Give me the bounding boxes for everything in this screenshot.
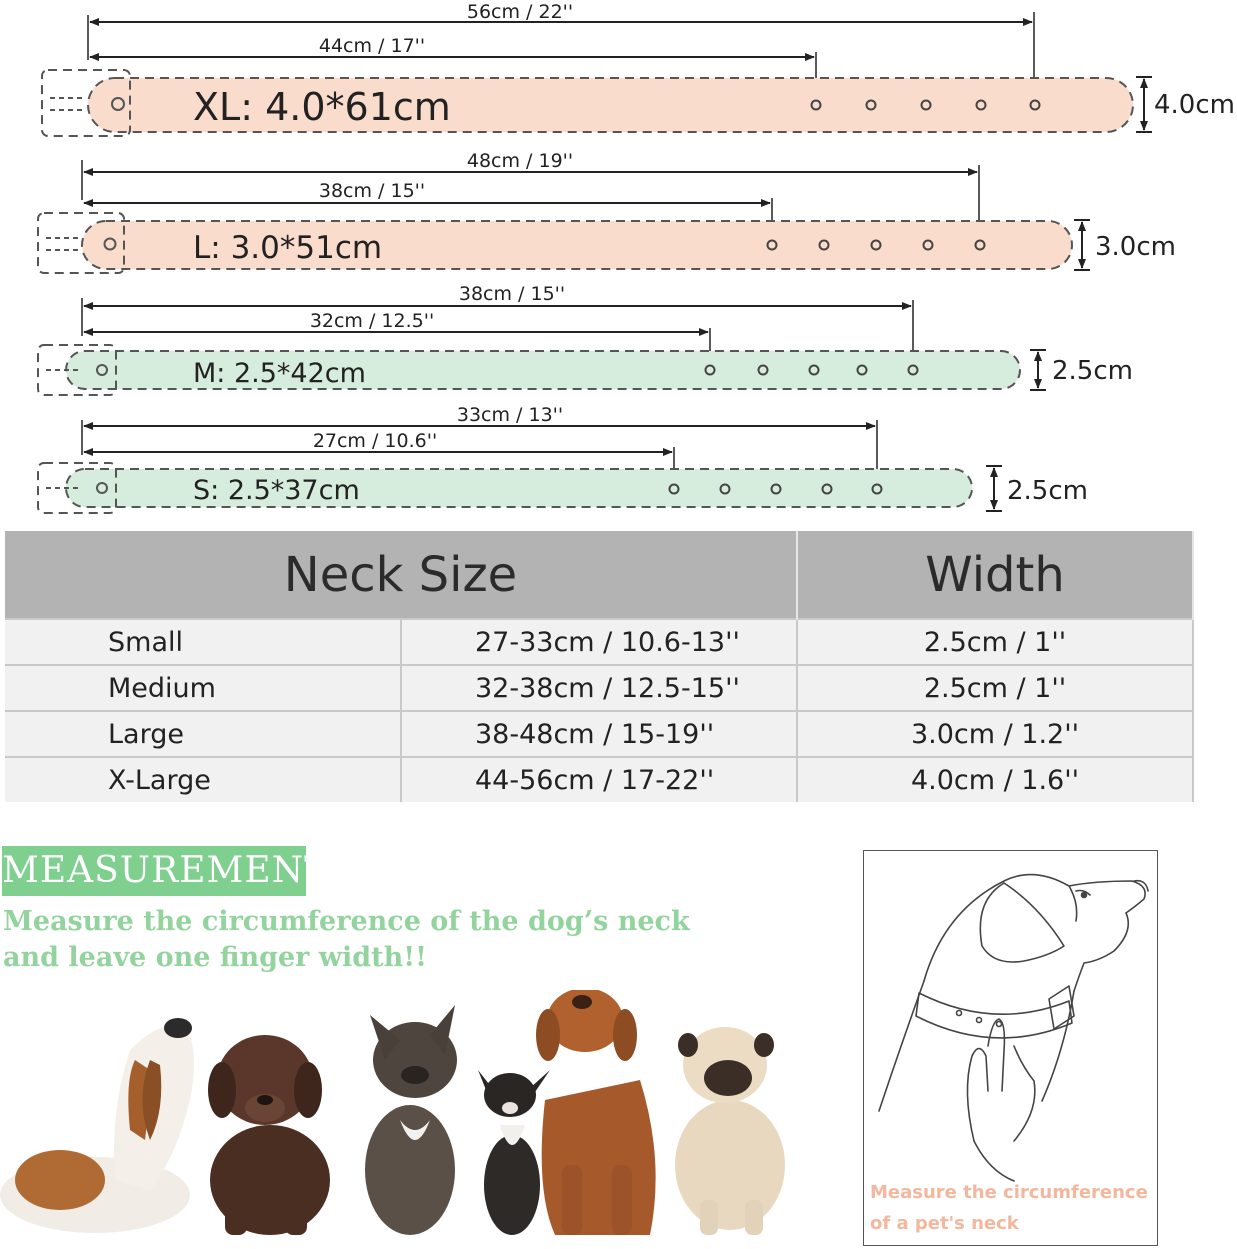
size-name: Small	[5, 619, 401, 665]
neck-caption-line2: of a pet's neck	[870, 1213, 1019, 1234]
width-value: 2.5cm / 1''	[797, 665, 1193, 711]
outer-length-label: 33cm / 13''	[456, 404, 564, 426]
inner-length-label: 38cm / 15''	[318, 180, 426, 202]
neck-range: 32-38cm / 12.5-15''	[401, 665, 797, 711]
inner-length-label: 32cm / 12.5''	[309, 310, 435, 332]
table-row	[5, 757, 1193, 802]
chihuahua-image	[478, 1070, 550, 1235]
collar-size-label: L: 3.0*51cm	[193, 230, 383, 266]
ridgeback-dog-image	[536, 990, 656, 1235]
table-row	[5, 665, 1193, 711]
collar-xl	[42, 1, 1235, 136]
width-label: 3.0cm	[1095, 232, 1176, 262]
table-row	[5, 619, 1193, 665]
basset-hound-image	[0, 1018, 194, 1233]
width-value: 3.0cm / 1.2''	[797, 711, 1193, 757]
neck-range: 44-56cm / 17-22''	[401, 757, 797, 802]
collar-size-label: S: 2.5*37cm	[193, 475, 360, 506]
size-table	[5, 531, 1194, 802]
table-header-row	[5, 531, 1193, 619]
collar-l	[38, 150, 1176, 273]
labrador-puppy-image	[208, 1035, 330, 1235]
table-row	[5, 711, 1193, 757]
measurement-badge: MEASUREMENT	[2, 846, 306, 896]
header-width: Width	[797, 531, 1193, 619]
size-name: X-Large	[5, 757, 401, 802]
measurement-instruction: Measure the circumference of the dog’s neck and leave one finger width!!	[3, 906, 690, 973]
dogs-photo	[0, 990, 850, 1240]
collar-s	[38, 404, 1088, 513]
collar-size-diagram	[0, 0, 1237, 530]
neck-measure-illustration	[863, 850, 1158, 1246]
neck-range: 27-33cm / 10.6-13''	[401, 619, 797, 665]
size-name: Medium	[5, 665, 401, 711]
outer-length-label: 38cm / 15''	[458, 283, 566, 305]
width-label: 4.0cm	[1154, 90, 1235, 120]
width-value: 2.5cm / 1''	[797, 619, 1193, 665]
width-value: 4.0cm / 1.6''	[797, 757, 1193, 802]
french-bulldog-image	[365, 1005, 457, 1235]
outer-length-label: 48cm / 19''	[466, 150, 574, 172]
collar-m	[38, 283, 1133, 395]
inner-length-label: 27cm / 10.6''	[312, 430, 438, 452]
collar-size-label: M: 2.5*42cm	[193, 358, 366, 389]
collar-size-label: XL: 4.0*61cm	[193, 85, 451, 129]
neck-caption	[870, 1177, 1160, 1239]
width-label: 2.5cm	[1007, 476, 1088, 506]
width-label: 2.5cm	[1052, 356, 1133, 386]
outer-length-label: 56cm / 22''	[466, 1, 574, 23]
header-neck-size: Neck Size	[5, 531, 797, 619]
size-name: Large	[5, 711, 401, 757]
neck-range: 38-48cm / 15-19''	[401, 711, 797, 757]
pug-image	[675, 1027, 785, 1235]
neck-caption-line1: Measure the circumference	[870, 1182, 1148, 1203]
inner-length-label: 44cm / 17''	[318, 35, 426, 57]
